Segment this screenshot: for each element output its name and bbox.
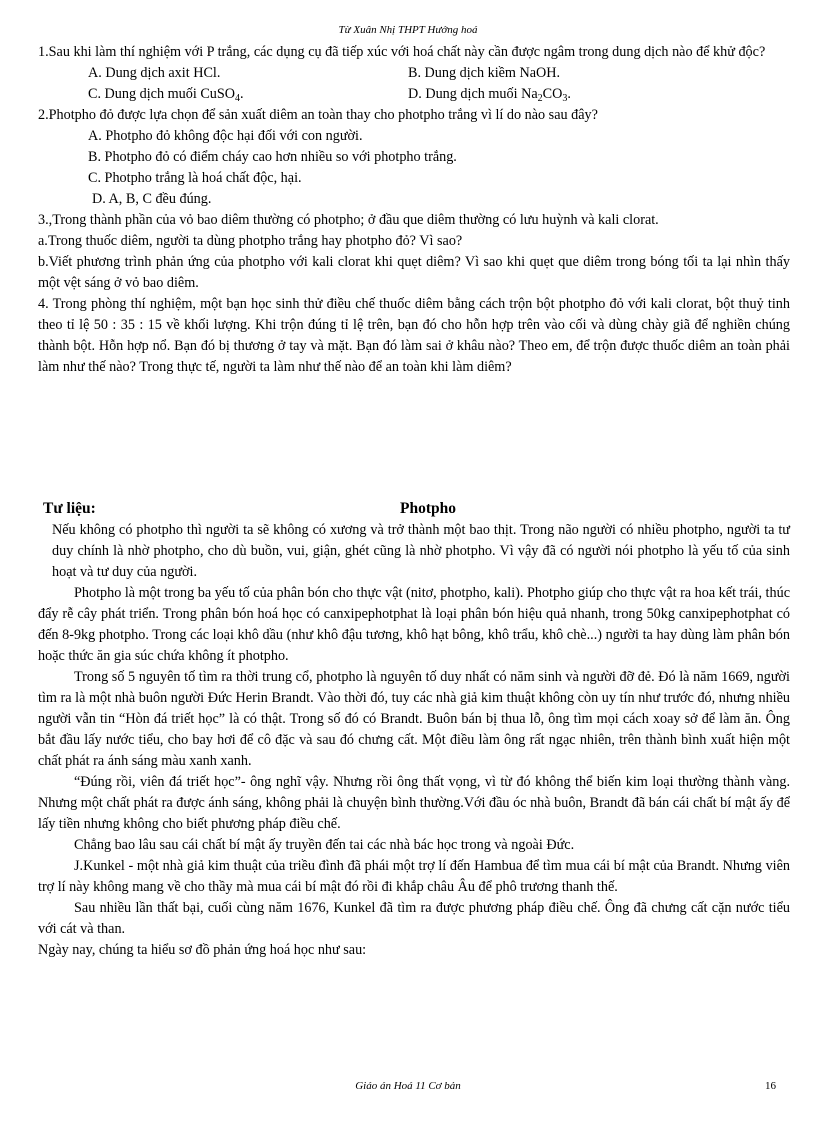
tulieu-paragraph: J.Kunkel - một nhà giả kim thuật của triều đình đã phái một trợ lí đến Hambua để tìm mua cái bí mật của Brandt. Nhưng viên trợ lí này không mang về cho thầy mà mua cái bí mật đó rồi đi khắp châu Âu để phô trương thanh thế.	[38, 858, 790, 895]
page-content	[38, 42, 790, 961]
option-b: B. Dung dịch kiềm NaOH.	[408, 65, 561, 81]
question-1-stem: 1.Sau khi làm thí nghiệm với P trắng, các dụng cụ đã tiếp xúc với hoá chất này cần được ngâm trong dung dịch nào để khử độc?	[38, 44, 766, 60]
tulieu-paragraph: “Đúng rồi, viên đá triết học”- ông nghĩ vậy. Nhưng rồi ông thất vọng, vì từ đó không thể biến kim loại thường thành vàng. Nhưng một chất phát ra được ánh sáng, không phải là chuyện bình thường.Với đầu óc nhà buôn, Brandt đã bán cái chất bí mật ấy để lấy tiền nhưng không cho biết phương pháp điều chế.	[38, 774, 790, 832]
question-4: 4. Trong phòng thí nghiệm, một bạn học sinh thử điều chế thuốc diêm bằng cách trộn bột photpho đỏ với kali clorat, bột thuỷ tinh theo tỉ lệ 50 : 35 : 15 về khối lượng. Khi trộn đúng tỉ lệ trên, bạn đó cho hỗn hợp trên vào cối và dùng chày giã để nghiền chúng thành bột. Hỗn hợp nổ. Bạn đó bị thương ở tay và mặt. Bạn đó làm sai ở khâu nào? Theo em, để trộn được thuốc diêm an toàn phải làm như thế nào? Trong thực tế, người ta làm như thế nào để an toàn khi làm diêm?	[38, 296, 790, 375]
tulieu-paragraph: Sau nhiều lần thất bại, cuối cùng năm 1676, Kunkel đã tìm ra được phương pháp điều chế. Ông đã chưng cất cặn nước tiểu với cát và than.	[38, 900, 790, 937]
footer-text: Giáo án Hoá 11 Cơ bản	[355, 1080, 461, 1092]
tulieu-paragraph: Photpho là một trong ba yếu tố của phân bón cho thực vật (nitơ, photpho, kali). Photpho giúp cho thực vật ra hoa kết trái, thúc đẩy rễ cây phát triển. Trong phân bón hoá học có canxipephotphat là loại phân bón hiệu quả nhanh, trong 50kg canxipephotphat có đến 8-9kg photpho. Trong các loại khô dầu (như khô đậu tương, khô hạt bông, khô trẩu, khô chè...) người ta hay dùng làm phân bón hoặc thức ăn gia súc chứa không ít photpho.	[38, 585, 790, 664]
spacer	[38, 378, 790, 496]
tulieu-paragraph: Nếu không có photpho thì người ta sẽ không có xương và trở thành một bao thịt. Trong não người có nhiều photpho, người ta tư duy chính là nhờ photpho, cho dù buồn, vui, giận, ghét cũng là nhờ photpho. Vì vậy đã có người nói photpho là yếu tố của sinh hoạt và tư duy của người.	[52, 522, 790, 580]
question-1-options-row-2	[38, 84, 790, 105]
question-3-part-a: a.Trong thuốc diêm, người ta dùng photpho trắng hay photpho đỏ? Vì sao?	[38, 233, 463, 249]
question-2-option-b: B. Photpho đỏ có điểm cháy cao hơn nhiều so với photpho trắng.	[88, 149, 457, 165]
question-2-option-c: C. Photpho trắng là hoá chất độc, hại.	[88, 170, 302, 186]
tulieu-paragraph: Chẳng bao lâu sau cái chất bí mật ấy truyền đến tai các nhà bác học trong và ngoài Đức.	[74, 837, 575, 853]
question-2-option-d: D. A, B, C đều đúng.	[92, 191, 212, 207]
option-a: A. Dung dịch axit HCl.	[88, 65, 221, 81]
question-1-options-row-1	[38, 63, 790, 84]
tulieu-closing: Ngày nay, chúng ta hiểu sơ đồ phản ứng hoá học như sau:	[38, 942, 367, 958]
page-header: Từ Xuân Nhị THPT Hướng hoá	[338, 24, 478, 36]
question-3-part-b: b.Viết phương trình phản ứng của photpho với kali clorat khi quẹt diêm? Vì sao khi quẹt que diêm trong bóng tối ta lại nhìn thấy một vệt sáng ở vỏ bao diêm.	[38, 254, 790, 291]
question-3-stem: 3.,Trong thành phần của vỏ bao diêm thường có photpho; ở đầu que diêm thường có lưu huỳnh và kali clorat.	[38, 212, 659, 228]
tulieu-title: Photpho	[400, 500, 456, 517]
tulieu-paragraph: Trong số 5 nguyên tố tìm ra thời trung cổ, photpho là nguyên tố duy nhất có năm sinh và người đỡ đẻ. Đó là năm 1669, người tìm ra là một nhà buôn người Đức Herin Brandt. Vào thời đó, tuy các nhà giả kim thuật không còn uy tín như trước đó, nhưng nhiều người vẫn tin “Hòn đá triết học” là có thật. Trong số đó có Brandt. Buôn bán bị thua lỗ, ông tìm mọi cách xoay sở để làm ăn. Ông bắt đầu lấy nước tiểu, cho bay hơi để cô đặc và sau đó chưng cất. Một điều làm ông rất ngạc nhiên, trên thành bình xuất hiện một chất phát ra ánh sáng màu xanh xanh.	[38, 669, 790, 769]
tulieu-heading	[38, 496, 790, 520]
question-2-stem: 2.Photpho đỏ được lựa chọn để sản xuất diêm an toàn thay cho photpho trắng vì lí do nào sau đây?	[38, 107, 598, 123]
tulieu-label: Tư liệu:	[43, 500, 96, 517]
question-2-option-a: A. Photpho đỏ không độc hại đối với con người.	[88, 128, 363, 144]
option-d: D. Dung dịch muối $Na_2CO_3$.	[408, 86, 571, 104]
option-c: C. Dung dịch muối CuSO$_4$.	[88, 86, 244, 104]
page-number: 16	[765, 1080, 776, 1092]
